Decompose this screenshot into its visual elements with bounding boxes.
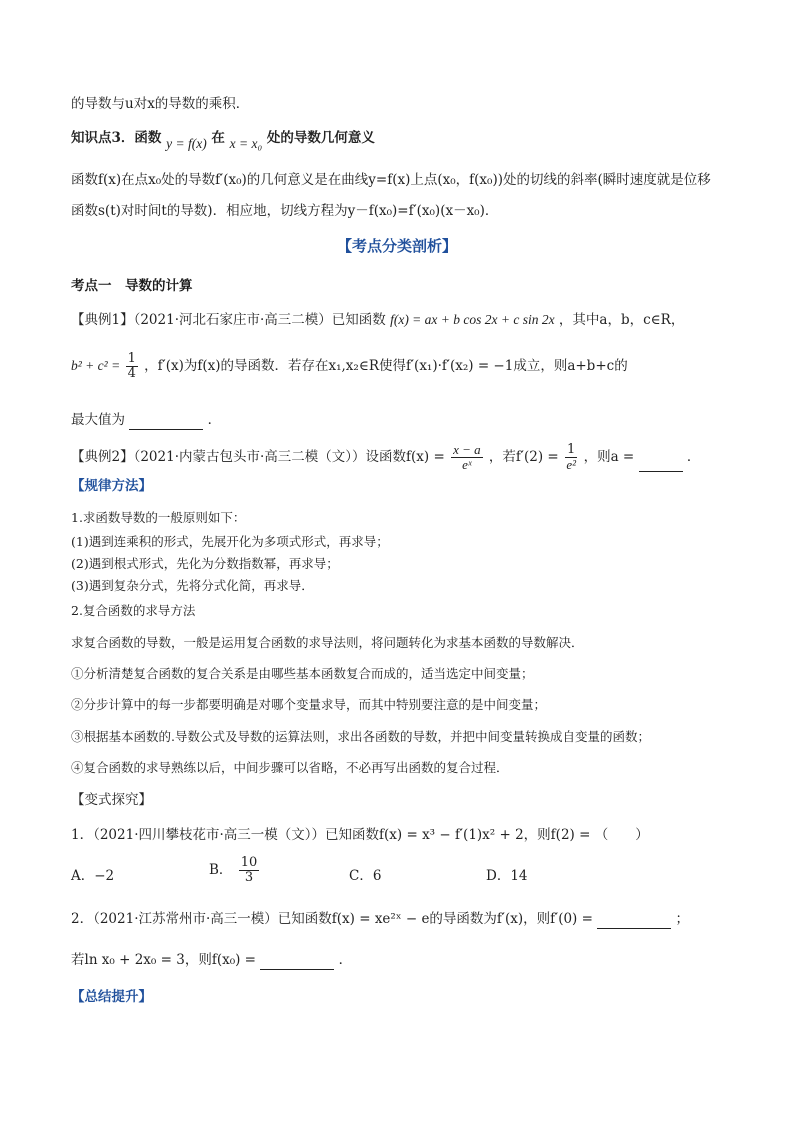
q1-option-b-fraction <box>239 856 260 885</box>
q1-option-b[interactable] <box>209 856 261 885</box>
example2-end: ． <box>686 449 701 465</box>
q1-option-c[interactable]: C．6 <box>349 868 382 884</box>
q2-condition: 若ln x₀ + 2x₀ = 3，则f(x₀) = <box>71 952 256 968</box>
geometry-paragraph-line1: 函数f(x)在点x₀处的导数f′(x₀)的几何意义是在曲线y=f(x)上点(x₀，f(x₀))处的切线的斜率(瞬时速度就是位移 <box>71 172 711 188</box>
method-title: 【规律方法】 <box>71 478 152 494</box>
method-line-7: ①分析清楚复合函数的复合关系是由哪些基本函数复合而成的，适当选定中间变量； <box>71 666 534 681</box>
example2-line <box>71 443 700 472</box>
q2-answer-blank-2[interactable] <box>260 955 334 970</box>
section-title: 【考点分类剖析】 <box>336 237 457 255</box>
kp-label-prefix: 知识点3．函数 <box>71 130 162 146</box>
q2-line1 <box>71 909 689 929</box>
summary-title: 【总结提升】 <box>71 989 152 1005</box>
method-line-6: 求复合函数的导数，一般是运用复合函数的求导法则，将问题转化为求基本函数的导数解决． <box>71 635 584 650</box>
kp-formula-function: y = f(x) <box>166 136 207 151</box>
example2-fraction <box>451 443 483 472</box>
topic1-title: 考点一 导数的计算 <box>71 278 193 294</box>
example1-prefix: 【典例1】（2021·河北石家庄市·高三二模）已知函数 <box>71 312 386 328</box>
method-line-5: 2.复合函数的求导方法 <box>71 603 196 618</box>
geometry-paragraph-line2: 函数s(t)对时间t的导数)．相应地，切线方程为y－f(x₀)=f′(x₀)(x－x₀)． <box>71 203 499 219</box>
variant-title: 【变式探究】 <box>71 792 152 808</box>
knowledge-point-heading <box>71 128 375 151</box>
method-line-3: (2)遇到根式形式，先化为分数指数幂，再求导； <box>71 556 339 571</box>
example1-frac-num: 1 <box>127 351 136 366</box>
method-line-4: (3)遇到复杂分式，先将分式化简，再求导． <box>71 578 314 593</box>
example2-suffix: ，则a = <box>583 449 635 465</box>
example1-function: f(x) = ax + b cos 2x + c sin 2x <box>390 312 555 327</box>
example1-line2-text: ，f′(x)为f(x)的导函数．若存在x₁,x₂∈R使得f′(x₁)·f′(x₂) = −1成立，则a+b+c的 <box>144 358 628 374</box>
example2-frac-num: x − a <box>453 442 481 457</box>
method-line-1: 1.求函数导数的一般原则如下： <box>71 510 246 525</box>
example1-fraction <box>126 352 138 381</box>
example1-line2 <box>71 352 628 381</box>
kp-formula-point: x = x₀ <box>229 136 263 151</box>
example1-constraint: b² + c² = <box>71 358 124 373</box>
example2-fraction2 <box>565 443 577 472</box>
method-line-2: (1)遇到连乘积的形式，先展开化为多项式形式，再求导； <box>71 534 389 549</box>
example1-answer-blank[interactable] <box>129 415 203 430</box>
method-line-8: ②分步计算中的每一步都要明确是对哪个变量求导，而其中特别要注意的是中间变量； <box>71 697 547 712</box>
q1-option-b-den: 3 <box>244 870 254 885</box>
example2-frac2-num: 1 <box>567 442 576 457</box>
kp-label-mid: 在 <box>211 130 225 146</box>
q2-stem: 2．（2021·江苏常州市·高三一模）已知函数f(x) = xe²ˣ − e的导函数为f′(x)，则f′(0) = <box>71 911 593 927</box>
q1-option-a[interactable]: A．−2 <box>71 868 115 884</box>
kp-label-suffix: 处的导数几何意义 <box>266 130 375 146</box>
example2-prefix: 【典例2】（2021·内蒙古包头市·高三二模（文））设函数f(x) = <box>71 449 450 465</box>
q1-option-b-num: 10 <box>240 855 258 870</box>
q2-line2-end: ． <box>338 952 353 968</box>
example1-middle: ，其中a，b，c∈R， <box>558 312 685 328</box>
q1-stem: 1．（2021·四川攀枝花市·高三一模（文））已知函数f(x) = x³ − f′(1)x² + 2，则f(2) = （ ） <box>71 827 649 843</box>
example2-middle: ，若f′(2) = <box>488 449 564 465</box>
intro-tail: 的导数与u对x的导数的乘积． <box>71 96 250 112</box>
example1-line1 <box>71 310 684 330</box>
example1-end: ． <box>207 412 222 428</box>
example2-answer-blank[interactable] <box>639 457 683 472</box>
example1-frac-den: 4 <box>127 366 136 381</box>
method-line-9: ③根据基本函数的.导数公式及导数的运算法则，求出各函数的导数，并把中间变量转换成自变量的函数； <box>71 729 650 744</box>
example2-frac2-den: e² <box>566 457 576 472</box>
q2-line1-end: ； <box>675 911 690 927</box>
q1-option-d[interactable]: D．14 <box>486 868 528 884</box>
method-line-10: ④复合函数的求导熟练以后，中间步骤可以省略，不必再写出函数的复合过程． <box>71 760 509 775</box>
example1-max-label: 最大值为 <box>71 412 125 428</box>
q2-answer-blank-1[interactable] <box>597 914 671 929</box>
q1-option-b-label: B． <box>209 862 233 878</box>
example2-frac-den: eˣ <box>462 457 472 472</box>
example1-line3 <box>71 410 221 430</box>
q2-line2 <box>71 950 352 970</box>
